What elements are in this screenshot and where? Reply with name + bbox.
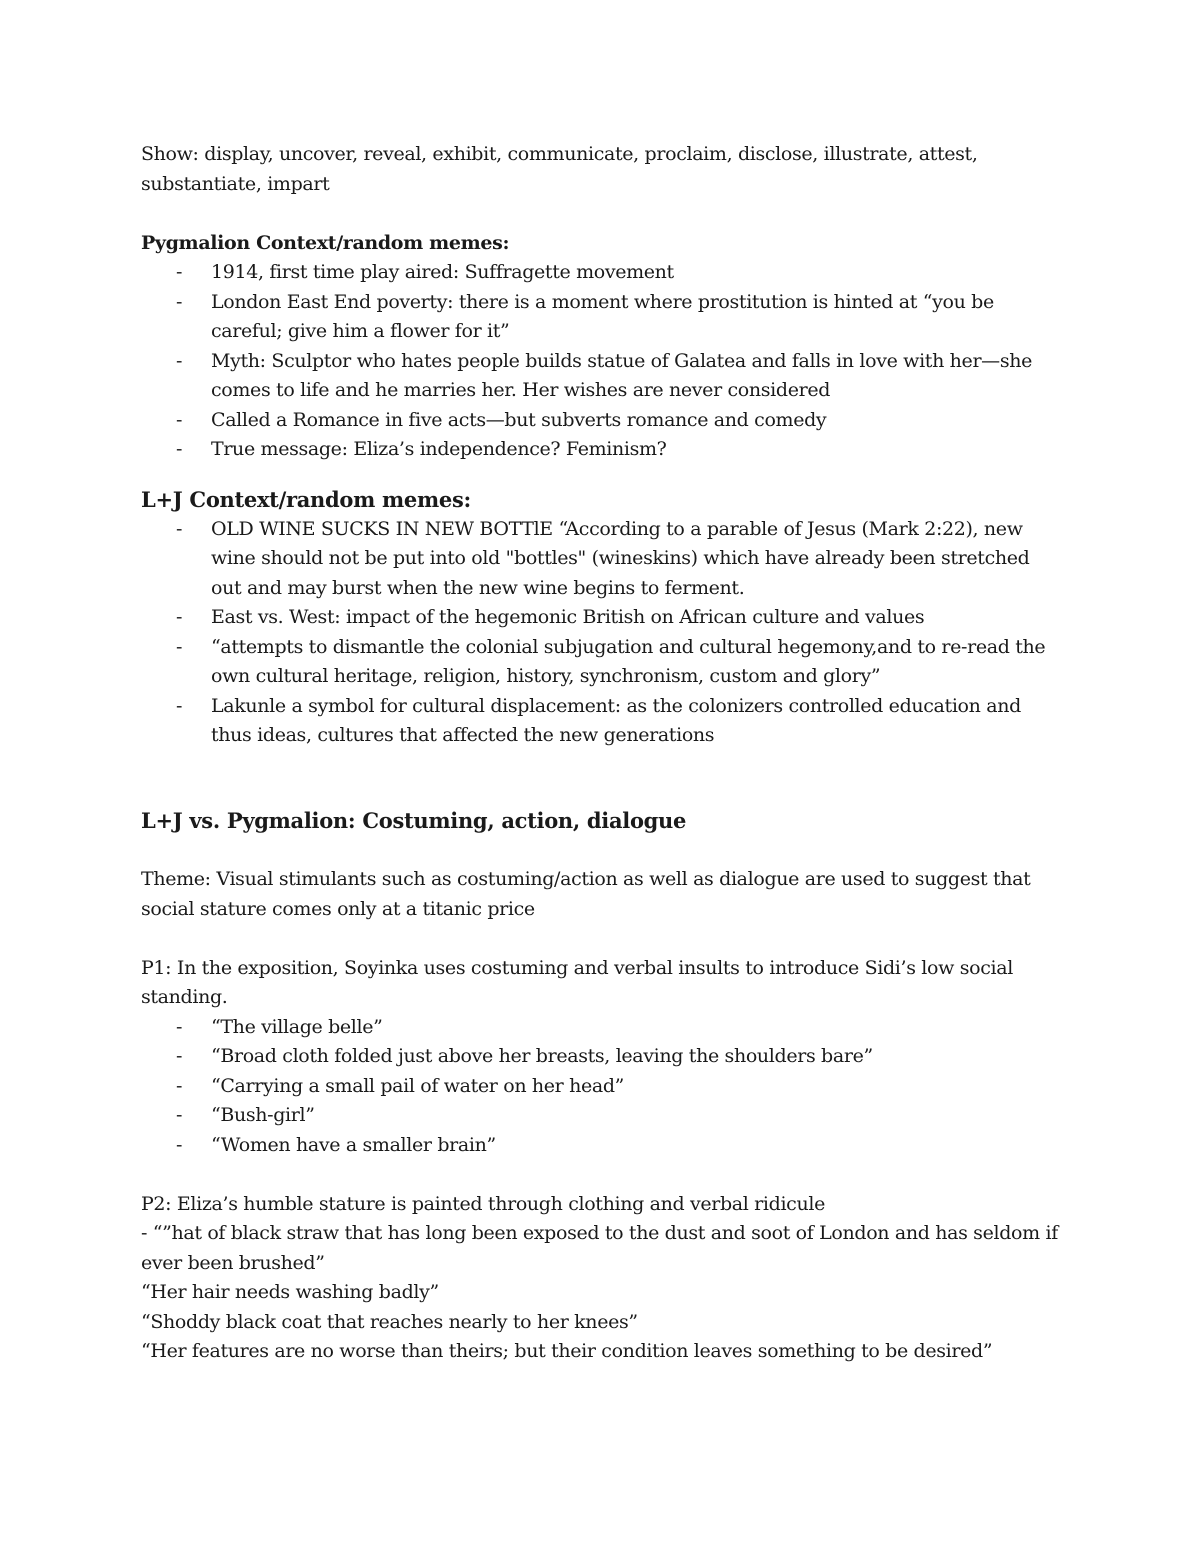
p1-paragraph: P1: In the exposition, Soyinka uses costuming and verbal insults to introduce Sidi’s low social standing. <box>141 956 1013 1008</box>
lj-context-section <box>141 485 1061 751</box>
document-page <box>141 140 1061 1367</box>
comparison-section <box>141 806 1061 1367</box>
pygmalion-context-heading: Pygmalion Context/random memes: <box>141 231 510 254</box>
p1-quotes-list <box>141 1013 1061 1161</box>
lj-context-heading: L+J Context/random memes: <box>141 486 471 512</box>
list-item: - “The village belle” <box>141 1013 1061 1043</box>
p2-quote-line: “Her hair needs washing badly” <box>141 1281 439 1303</box>
list-item: - East vs. West: impact of the hegemonic British on African culture and values <box>141 603 1061 633</box>
list-item: - “attempts to dismantle the colonial subjugation and cultural hegemony,and to re-read the own cultural heritage, religion, history, synchronism, custom and glory” <box>141 633 1061 692</box>
list-item: - Called a Romance in five acts—but subverts romance and comedy <box>141 406 1061 436</box>
pygmalion-context-list <box>141 258 1061 465</box>
comparison-heading: L+J vs. Pygmalion: Costuming, action, dialogue <box>141 807 687 833</box>
lj-context-list <box>141 515 1061 751</box>
p2-paragraph: P2: Eliza’s humble stature is painted through clothing and verbal ridicule <box>141 1192 825 1215</box>
p2-quote-line: “Her features are no worse than theirs; but their condition leaves something to be desired” <box>141 1340 993 1362</box>
list-item: - OLD WINE SUCKS IN NEW BOTTlE “According to a parable of Jesus (Mark 2:22), new wine should not be put into old "bottles" (wineskins) which have already been stretched out and may burst when the new wine begins to ferment. <box>141 515 1061 604</box>
list-item: - “Carrying a small pail of water on her head” <box>141 1072 1061 1102</box>
list-item: - “Broad cloth folded just above her breasts, leaving the shoulders bare” <box>141 1042 1061 1072</box>
list-item: - Lakunle a symbol for cultural displacement: as the colonizers controlled education and thus ideas, cultures that affected the new generations <box>141 692 1061 751</box>
pygmalion-context-section <box>141 229 1061 465</box>
list-item: - True message: Eliza’s independence? Feminism? <box>141 435 1061 465</box>
p2-quote-line: “Shoddy black coat that reaches nearly to her knees” <box>141 1310 638 1333</box>
show-synonyms-line: Show: display, uncover, reveal, exhibit, communicate, proclaim, disclose, illustrate, attest, substantiate, impart <box>141 143 978 195</box>
list-item: - Myth: Sculptor who hates people builds statue of Galatea and falls in love with her—she comes to life and he marries her. Her wishes are never considered <box>141 347 1061 406</box>
list-item: - 1914, first time play aired: Suffragette movement <box>141 258 1061 288</box>
list-item: - “Bush-girl” <box>141 1101 1061 1131</box>
p2-quote-line: - “”hat of black straw that has long been exposed to the dust and soot of London and has seldom if ever been brushed” <box>141 1222 1058 1274</box>
list-item: - London East End poverty: there is a moment where prostitution is hinted at “you be careful; give him a flower for it” <box>141 288 1061 347</box>
list-item: - “Women have a smaller brain” <box>141 1131 1061 1161</box>
theme-paragraph: Theme: Visual stimulants such as costuming/action as well as dialogue are used to suggest that social stature comes only at a titanic price <box>141 868 1031 920</box>
